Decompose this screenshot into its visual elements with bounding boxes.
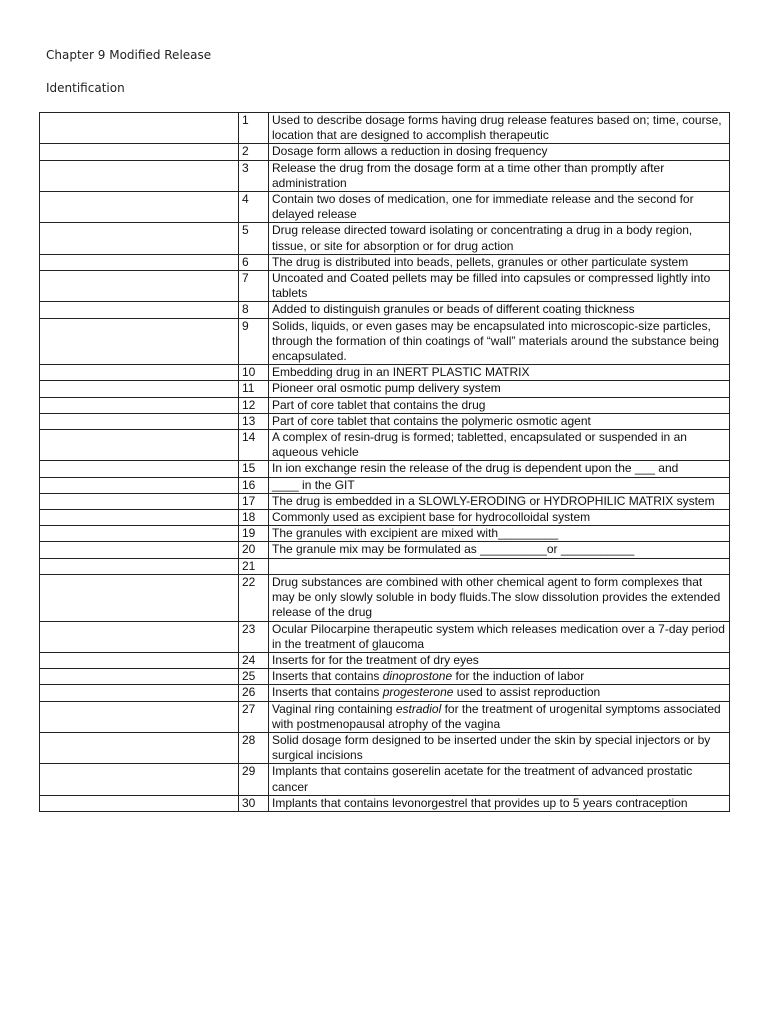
item-description: Commonly used as excipient base for hydrocolloidal system (269, 510, 730, 526)
answer-cell (40, 701, 239, 732)
table-row (40, 318, 730, 365)
table-row (40, 558, 730, 574)
item-description: Drug substances are combined with other chemical agent to form complexes that may be only slowly soluble in body fluids.The slow dissolution provides the extended release of the drug (269, 574, 730, 621)
item-description: Added to distinguish granules or beads of different coating thickness (269, 302, 730, 318)
item-number: 23 (239, 621, 269, 652)
answer-cell (40, 397, 239, 413)
table-row (40, 701, 730, 732)
item-description: Contain two doses of medication, one for immediate release and the second for delayed release (269, 192, 730, 223)
table-row (40, 732, 730, 763)
answer-cell (40, 381, 239, 397)
item-description: Solids, liquids, or even gases may be encapsulated into microscopic-size particles, through the formation of thin coatings of “wall” materials around the substance being encapsulated. (269, 318, 730, 365)
table-row (40, 302, 730, 318)
answer-cell (40, 365, 239, 381)
table-row (40, 223, 730, 254)
item-description: Uncoated and Coated pellets may be filled into capsules or compressed lightly into tablets (269, 271, 730, 302)
item-description: A complex of resin-drug is formed; tabletted, encapsulated or suspended in an aqueous vehicle (269, 430, 730, 461)
table-row (40, 795, 730, 811)
answer-cell (40, 144, 239, 160)
item-description: Solid dosage form designed to be inserted under the skin by special injectors or by surgical incisions (269, 732, 730, 763)
item-number: 5 (239, 223, 269, 254)
item-number: 15 (239, 461, 269, 477)
item-description-text: for the induction of labor (452, 669, 585, 684)
section-heading: Identification (46, 81, 125, 95)
answer-cell (40, 764, 239, 795)
item-number: 28 (239, 732, 269, 763)
table-row (40, 413, 730, 429)
item-description: In ion exchange resin the release of the drug is dependent upon the ___ and (269, 461, 730, 477)
table-row (40, 764, 730, 795)
item-number: 25 (239, 669, 269, 685)
item-number: 13 (239, 413, 269, 429)
item-description-text: Vaginal ring containing (272, 701, 396, 716)
answer-cell (40, 160, 239, 191)
item-number: 9 (239, 318, 269, 365)
table-row (40, 160, 730, 191)
item-description-text: Inserts that contains (272, 669, 383, 684)
table-row (40, 526, 730, 542)
answer-cell (40, 477, 239, 493)
item-number: 11 (239, 381, 269, 397)
answer-cell (40, 621, 239, 652)
item-description: Dosage form allows a reduction in dosing frequency (269, 144, 730, 160)
item-number: 6 (239, 254, 269, 270)
item-description: Drug release directed toward isolating or concentrating a drug in a body region, tissue, or site for absorption or for drug action (269, 223, 730, 254)
answer-cell (40, 493, 239, 509)
table-row (40, 254, 730, 270)
item-number: 27 (239, 701, 269, 732)
item-number: 17 (239, 493, 269, 509)
item-description-text: Inserts that contains (272, 685, 383, 700)
answer-cell (40, 526, 239, 542)
table-row (40, 493, 730, 509)
item-number: 7 (239, 271, 269, 302)
answer-cell (40, 542, 239, 558)
table-row (40, 271, 730, 302)
answer-cell (40, 192, 239, 223)
item-number: 16 (239, 477, 269, 493)
table-row (40, 621, 730, 652)
item-description: The granule mix may be formulated as __________or ___________ (269, 542, 730, 558)
item-number: 1 (239, 113, 269, 144)
item-number: 22 (239, 574, 269, 621)
answer-cell (40, 413, 239, 429)
item-number: 3 (239, 160, 269, 191)
item-description: Pioneer oral osmotic pump delivery system (269, 381, 730, 397)
item-description-italic: dinoprostone (382, 669, 453, 684)
item-description (269, 701, 730, 732)
item-number: 12 (239, 397, 269, 413)
item-number: 21 (239, 558, 269, 574)
item-number: 19 (239, 526, 269, 542)
item-number: 20 (239, 542, 269, 558)
answer-cell (40, 223, 239, 254)
page-title: Chapter 9 Modified Release (46, 48, 212, 62)
item-description (269, 558, 730, 574)
answer-cell (40, 461, 239, 477)
item-description: Implants that contains goserelin acetate for the treatment of advanced prostatic cancer (269, 764, 730, 795)
item-number: 4 (239, 192, 269, 223)
identification-table-body (40, 113, 730, 812)
item-description: Ocular Pilocarpine therapeutic system which releases medication over a 7-day period in the treatment of glaucoma (269, 621, 730, 652)
item-description-text: used to assist reproduction (453, 685, 601, 700)
answer-cell (40, 318, 239, 365)
item-description-italic: estradiol (395, 701, 442, 716)
table-row (40, 652, 730, 668)
item-number: 18 (239, 510, 269, 526)
table-row (40, 365, 730, 381)
item-number: 26 (239, 685, 269, 701)
item-description-text: for the treatment of urogenital symptoms associated with postmenopausal atrophy of the vagina (272, 701, 721, 731)
item-number: 24 (239, 652, 269, 668)
item-number: 10 (239, 365, 269, 381)
table-row (40, 430, 730, 461)
table-row (40, 397, 730, 413)
item-description: The drug is distributed into beads, pellets, granules or other particulate system (269, 254, 730, 270)
identification-table (39, 112, 730, 812)
item-description: Release the drug from the dosage form at a time other than promptly after administration (269, 160, 730, 191)
answer-cell (40, 430, 239, 461)
table-row (40, 685, 730, 701)
table-row (40, 192, 730, 223)
answer-cell (40, 254, 239, 270)
item-number: 8 (239, 302, 269, 318)
item-description: Embedding drug in an INERT PLASTIC MATRIX (269, 365, 730, 381)
item-description-italic: progesterone (382, 685, 454, 700)
item-description: Implants that contains levonorgestrel that provides up to 5 years contraception (269, 795, 730, 811)
answer-cell (40, 271, 239, 302)
table-row (40, 113, 730, 144)
table-row (40, 542, 730, 558)
answer-cell (40, 685, 239, 701)
item-number: 14 (239, 430, 269, 461)
item-number: 30 (239, 795, 269, 811)
table-row (40, 510, 730, 526)
item-description: Part of core tablet that contains the drug (269, 397, 730, 413)
answer-cell (40, 510, 239, 526)
table-row (40, 144, 730, 160)
item-description: ____ in the GIT (269, 477, 730, 493)
table-row (40, 574, 730, 621)
item-description: Inserts for for the treatment of dry eyes (269, 652, 730, 668)
table-row (40, 477, 730, 493)
item-description: Part of core tablet that contains the polymeric osmotic agent (269, 413, 730, 429)
answer-cell (40, 669, 239, 685)
item-description (269, 669, 730, 685)
table-row (40, 669, 730, 685)
item-description: The drug is embedded in a SLOWLY-ERODING or HYDROPHILIC MATRIX system (269, 493, 730, 509)
item-description: Used to describe dosage forms having drug release features based on; time, course, location that are designed to accomplish therapeutic (269, 113, 730, 144)
answer-cell (40, 558, 239, 574)
answer-cell (40, 795, 239, 811)
item-description (269, 685, 730, 701)
table-row (40, 381, 730, 397)
item-number: 29 (239, 764, 269, 795)
answer-cell (40, 732, 239, 763)
answer-cell (40, 652, 239, 668)
answer-cell (40, 574, 239, 621)
table-row (40, 461, 730, 477)
answer-cell (40, 113, 239, 144)
item-description: The granules with excipient are mixed with_________ (269, 526, 730, 542)
answer-cell (40, 302, 239, 318)
item-number: 2 (239, 144, 269, 160)
